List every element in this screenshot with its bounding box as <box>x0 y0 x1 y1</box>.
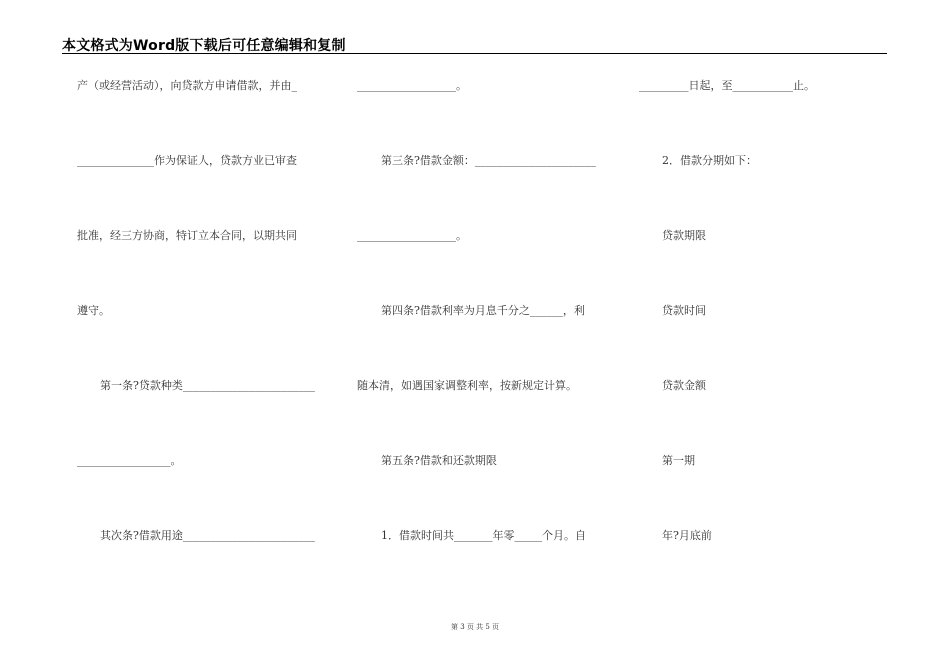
col1-line-3: 批准，经三方协商，特订立本合同，以期共同 <box>77 229 297 242</box>
col1-line-6: _________________。 <box>77 454 182 467</box>
col3-line-7: 年?月底前 <box>662 529 712 542</box>
col1-line-5: 第一条?贷款种类________________________ <box>100 379 315 392</box>
col2-line-1: __________________。 <box>357 79 467 92</box>
col3-line-4: 贷款时间 <box>662 304 706 317</box>
col1-line-7: 其次条?借款用途________________________ <box>100 529 315 542</box>
header-divider <box>62 53 887 54</box>
col3-line-3: 贷款期限 <box>662 229 706 242</box>
col3-line-2: 2．借款分期如下： <box>662 154 757 167</box>
col2-line-7: 1．借款时间共_______年零_____个月。自 <box>381 529 586 542</box>
col3-line-5: 贷款金额 <box>662 379 706 392</box>
page-number-footer: 第 3 页 共 5 页 <box>450 623 500 631</box>
col2-line-5: 随本清，如遇国家调整利率，按新规定计算。 <box>357 379 577 392</box>
col2-line-2: 第三条?借款金额：______________________ <box>381 154 596 167</box>
document-header-title: 本文格式为Word版下载后可任意编辑和复制 <box>62 38 346 54</box>
col3-line-1: _________日起，至___________止。 <box>639 79 815 92</box>
col2-line-6: 第五条?借款和还款期限 <box>381 454 497 467</box>
col1-line-1: 产（或经营活动），向贷款方申请借款，并由_ <box>77 79 297 92</box>
col1-line-4: 遵守。 <box>77 304 110 317</box>
col1-line-2: ______________作为保证人，贷款方业已审查 <box>77 154 297 167</box>
col2-line-4: 第四条?借款利率为月息千分之______，利 <box>381 304 585 317</box>
col2-line-3: __________________。 <box>357 229 467 242</box>
col3-line-6: 第一期 <box>662 454 695 467</box>
